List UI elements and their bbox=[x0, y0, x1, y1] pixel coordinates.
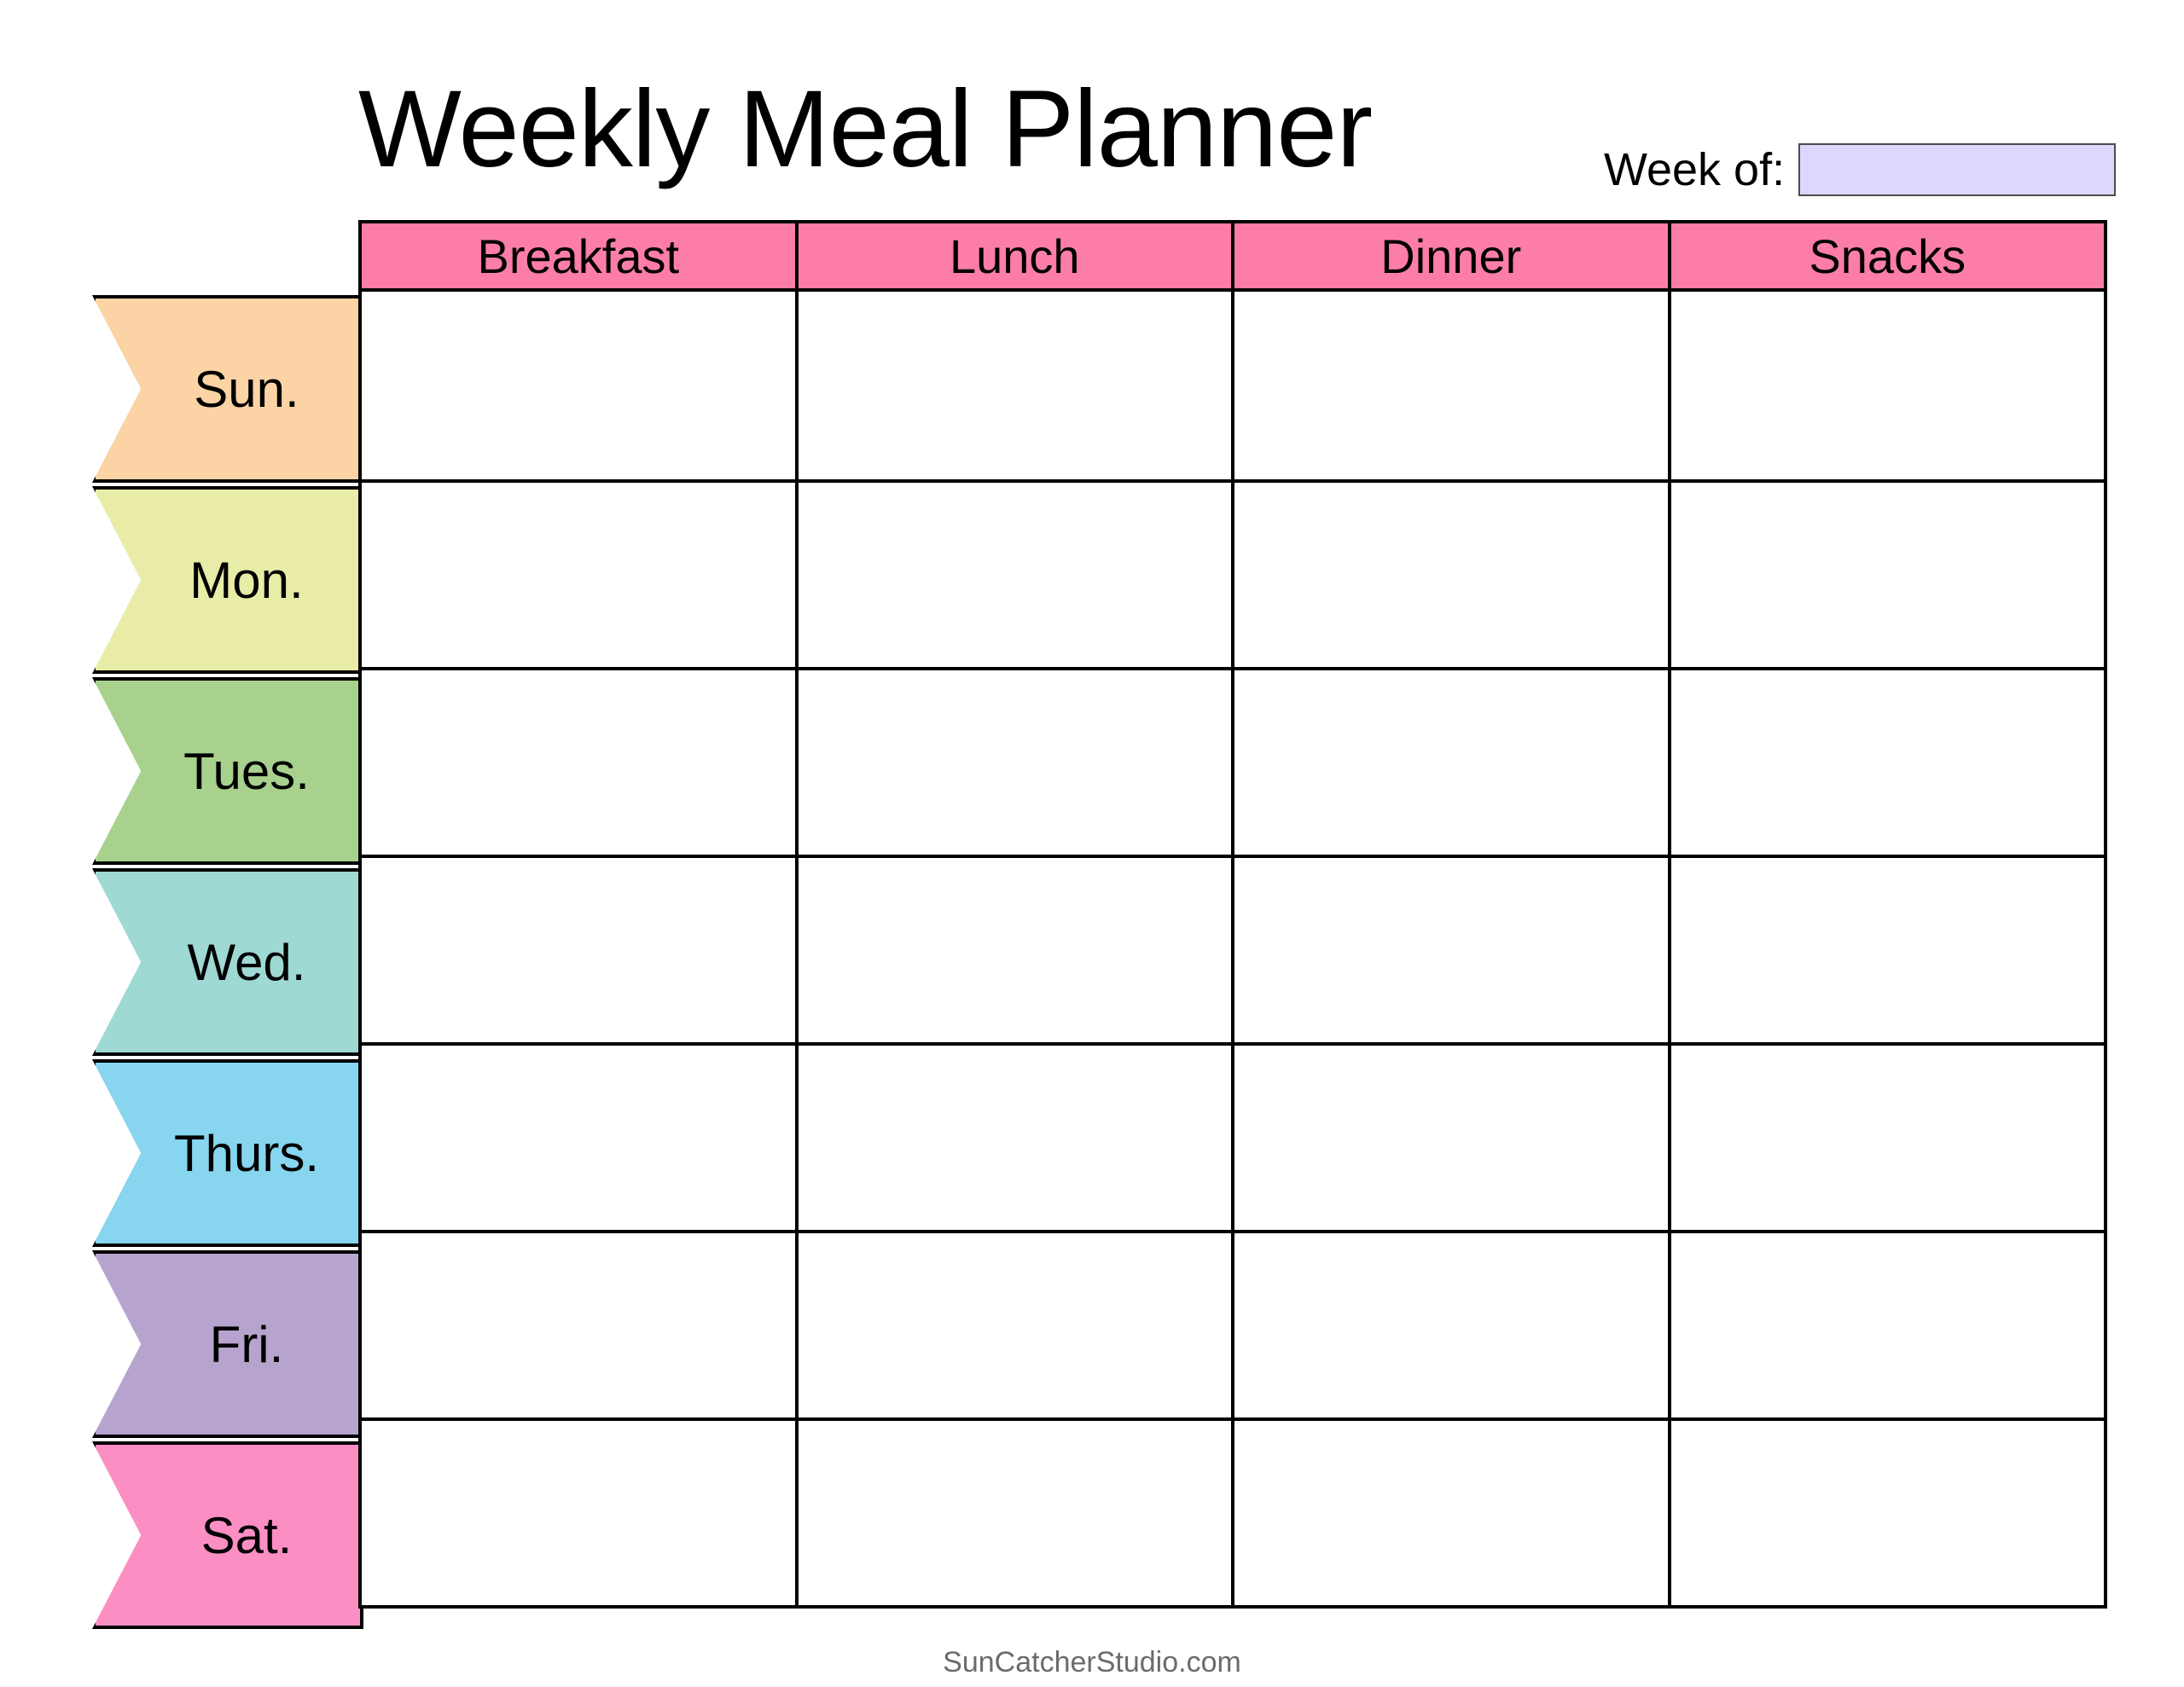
day-label-sun: Sun. bbox=[194, 360, 299, 418]
cell-sat-snacks[interactable] bbox=[1671, 1421, 2105, 1605]
week-of-field bbox=[1604, 143, 2116, 196]
cell-thurs-dinner[interactable] bbox=[1234, 1046, 1671, 1230]
cell-fri-breakfast[interactable] bbox=[362, 1233, 799, 1417]
day-ribbon-wed bbox=[92, 868, 363, 1056]
column-header-lunch: Lunch bbox=[799, 223, 1235, 288]
day-ribbon-sun bbox=[92, 295, 363, 483]
cell-mon-breakfast[interactable] bbox=[362, 483, 799, 667]
day-ribbon-sat bbox=[92, 1441, 363, 1629]
cell-wed-dinner[interactable] bbox=[1234, 858, 1671, 1042]
page-header bbox=[0, 41, 2184, 195]
cell-fri-snacks[interactable] bbox=[1671, 1233, 2105, 1417]
cell-sun-lunch[interactable] bbox=[799, 292, 1235, 479]
table-row bbox=[362, 1417, 2104, 1605]
cell-sun-breakfast[interactable] bbox=[362, 292, 799, 479]
day-ribbon-fri bbox=[92, 1250, 363, 1438]
day-ribbon-thurs bbox=[92, 1059, 363, 1247]
day-label-mon: Mon. bbox=[189, 551, 304, 609]
meal-grid bbox=[358, 220, 2107, 1609]
column-header-dinner: Dinner bbox=[1234, 223, 1671, 288]
footer-credit: SunCatcherStudio.com bbox=[943, 1646, 1241, 1678]
table-row bbox=[362, 292, 2104, 479]
column-header-breakfast: Breakfast bbox=[362, 223, 799, 288]
day-label-thurs: Thurs. bbox=[173, 1124, 320, 1182]
week-of-input[interactable] bbox=[1798, 143, 2116, 196]
cell-sat-breakfast[interactable] bbox=[362, 1421, 799, 1605]
cell-sun-snacks[interactable] bbox=[1671, 292, 2105, 479]
day-label-wed: Wed. bbox=[187, 933, 306, 991]
page-title: Weekly Meal Planner bbox=[358, 68, 1373, 190]
cell-thurs-lunch[interactable] bbox=[799, 1046, 1235, 1230]
cell-wed-breakfast[interactable] bbox=[362, 858, 799, 1042]
cell-tues-breakfast[interactable] bbox=[362, 670, 799, 855]
cell-fri-lunch[interactable] bbox=[799, 1233, 1235, 1417]
day-label-sat: Sat. bbox=[200, 1506, 293, 1564]
day-ribbon-mon bbox=[92, 486, 363, 674]
cell-thurs-breakfast[interactable] bbox=[362, 1046, 799, 1230]
cell-sat-dinner[interactable] bbox=[1234, 1421, 1671, 1605]
cell-sun-dinner[interactable] bbox=[1234, 292, 1671, 479]
day-ribbon-tues bbox=[92, 677, 363, 865]
table-row bbox=[362, 1230, 2104, 1417]
week-of-label: Week of: bbox=[1604, 144, 1786, 195]
cell-tues-lunch[interactable] bbox=[799, 670, 1235, 855]
table-row bbox=[362, 479, 2104, 667]
cell-mon-snacks[interactable] bbox=[1671, 483, 2105, 667]
day-label-fri: Fri. bbox=[209, 1315, 284, 1373]
cell-sat-lunch[interactable] bbox=[799, 1421, 1235, 1605]
cell-tues-snacks[interactable] bbox=[1671, 670, 2105, 855]
table-row bbox=[362, 855, 2104, 1042]
cell-wed-snacks[interactable] bbox=[1671, 858, 2105, 1042]
cell-mon-dinner[interactable] bbox=[1234, 483, 1671, 667]
table-row bbox=[362, 1042, 2104, 1230]
day-label-tues: Tues. bbox=[183, 742, 310, 800]
day-ribbon-list bbox=[92, 295, 363, 1629]
table-row bbox=[362, 667, 2104, 855]
cell-wed-lunch[interactable] bbox=[799, 858, 1235, 1042]
cell-thurs-snacks[interactable] bbox=[1671, 1046, 2105, 1230]
column-header-snacks: Snacks bbox=[1809, 229, 1966, 283]
cell-tues-dinner[interactable] bbox=[1234, 670, 1671, 855]
meal-grid-header-row bbox=[358, 220, 2107, 292]
meal-grid-body bbox=[358, 292, 2107, 1609]
cell-mon-lunch[interactable] bbox=[799, 483, 1235, 667]
cell-fri-dinner[interactable] bbox=[1234, 1233, 1671, 1417]
